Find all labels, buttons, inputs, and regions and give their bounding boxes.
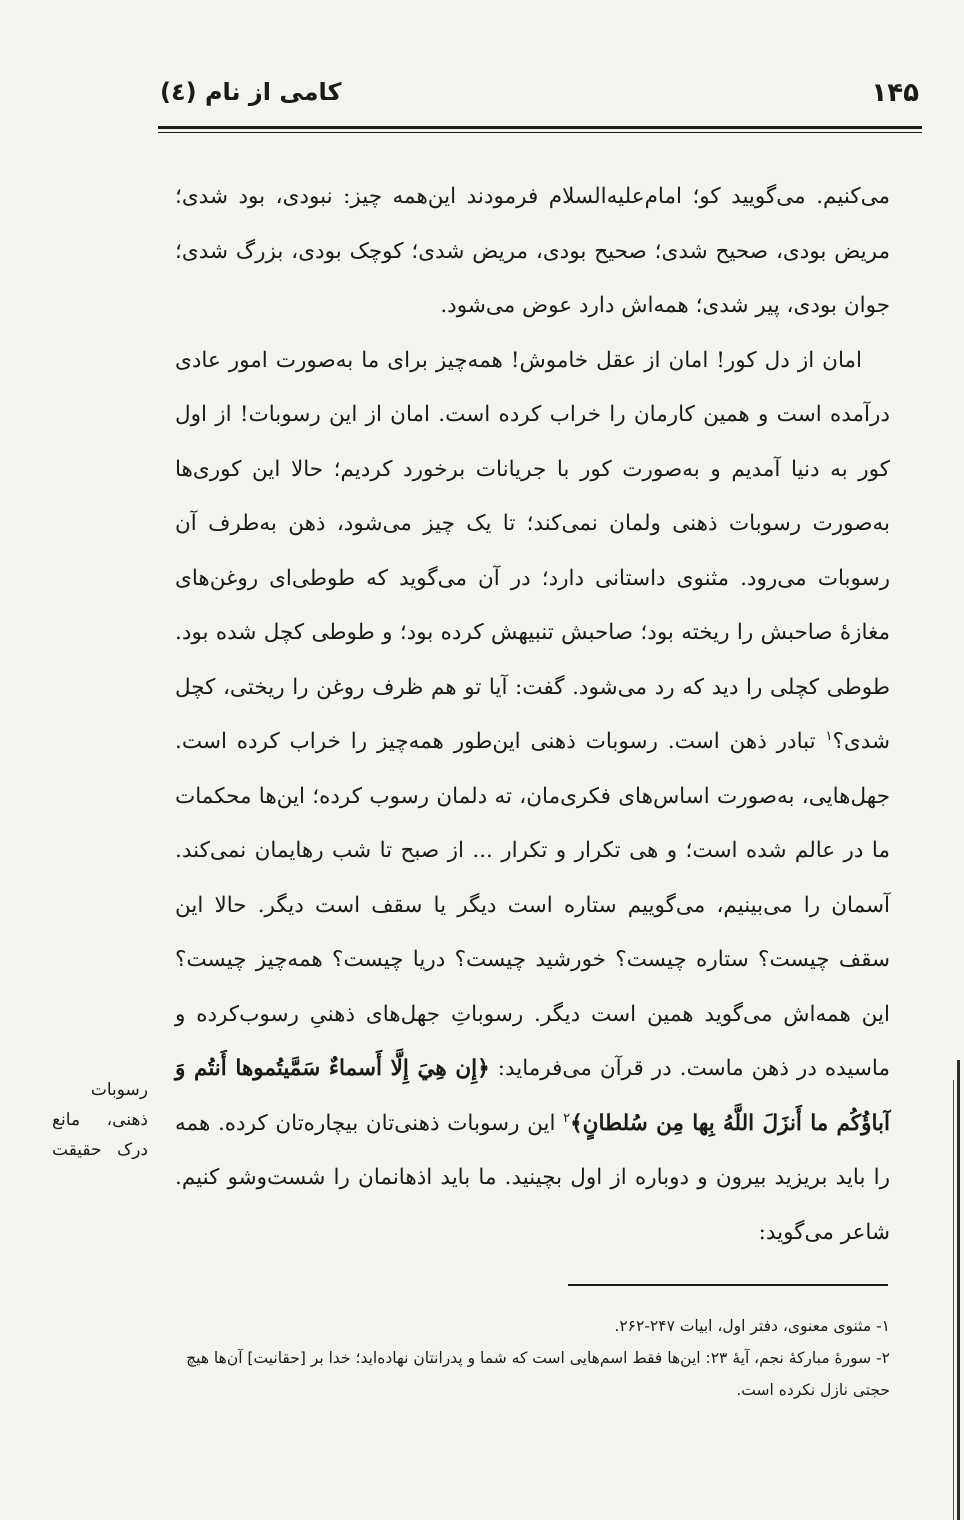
paragraph-2 [175,334,890,1261]
page-edge-shadow [957,1060,960,1520]
header-rule [158,126,922,129]
footnote-ref-1: ۱ [825,728,833,744]
paragraph-2-part-c: این رسوبات ذهنی‌تان بیچاره‌تان کرده. همه را باید بریزید بیرون و دوباره از اول بچینید. ما باید اذهانمان را شست‌وشو کنیم. شاعر می‌گوید: [175,1110,890,1245]
paragraph-1: می‌کنیم. می‌گویید کو؛ امام‌علیه‌السلام فرمودند این‌همه چیز: نبودی، بود شدی؛ مریض بودی، صحیح شدی؛ صحیح بودی، مریض شدی؛ کوچک بودی، بزرگ شدی؛ جوان بودی، پیر شدی؛ همه‌اش دارد عوض می‌شود. [175,184,890,318]
page-edge-line [953,1080,954,1520]
paragraph-2-part-b: تبادر ذهن است. رسوبات ذهنی این‌طور همه‌چیز را خراب کرده است. جهل‌هایی، به‌صورت اساس‌های فکری‌مان، ته دلمان رسوب کرده؛ این‌ها محکمات ما در عالم شده است؛ و هی تکرار و تکرار ... از صبح تا شب رهایمان نمی‌کند. آسمان را می‌بینیم، می‌گوییم ستاره است دیگر یا سقف است دیگر. حالا این سقف چیست؟ ستاره چیست؟ خورشید چیست؟ دریا چیست؟ همه‌چیز چیست؟ این همه‌اش می‌گوید همین است دیگر. رسوباتِ جهل‌های ذهنیِ رسوب‌کرده و ماسیده در ذهن ماست. در قرآن می‌فرماید: [175,729,890,1081]
footnotes [175,1310,890,1406]
header-rule-thin [158,132,922,133]
page-header [160,78,919,118]
page-number: ۱۴۵ [871,78,919,108]
running-title: کامی از نام (٤) [160,78,342,106]
footnote-1: ۱- مثنوی معنوی، دفتر اول، ابیات ۲۴۷-۲۶۲. [614,1317,890,1335]
footnote-2: ۲- سورهٔ مبارکهٔ نجم، آیهٔ ۲۳: این‌ها فقط اسم‌هایی است که شما و پدرانتان نهاده‌اید؛ خدا بر [حقانیت] آن‌ها هیچ حجتی نازل نکرده است. [186,1349,890,1399]
body-text [175,170,890,1260]
footnote-rule [568,1284,888,1286]
quran-verse: ﴿إِن هِيَ إِلَّا أَسماءٌ سَمَّيتُموها أَنتُم وَ آباؤُكُم ما أَنزَلَ اللَّهُ بِها مِن سُلطانٍ﴾ [175,1056,890,1136]
paragraph-2-part-a: امان از دل کور! امان از عقل خاموش! همه‌چیز برای ما به‌صورت امور عادی درآمده است و همین کارمان را خراب کرده است. امان از این رسوبات! از اول کور به دنیا آمدیم و به‌صورت کور با جریانات برخورد کردیم؛ حالا این کوری‌ها به‌صورت رسوبات ذهنی ولمان نمی‌کند؛ تا یک چیز می‌شود، ذهن به‌طرف آن رسوبات می‌رود. مثنوی داستانی دارد؛ در آن می‌گوید که طوطی‌ای روغن‌های مغازهٔ صاحبش را ریخته بود؛ صاحبش تنبیهش کرده بود؛ و طوطی کچل شده بود. طوطی کچلی را دید که رد می‌شود. گفت: آیا تو هم ظرف روغن را ریختی، کچل شدی؟ [175,347,890,754]
footnote-ref-2: ۲ [563,1110,571,1126]
margin-note: رسوبات ذهنی، مانع درک حقیقت [52,1080,148,1160]
